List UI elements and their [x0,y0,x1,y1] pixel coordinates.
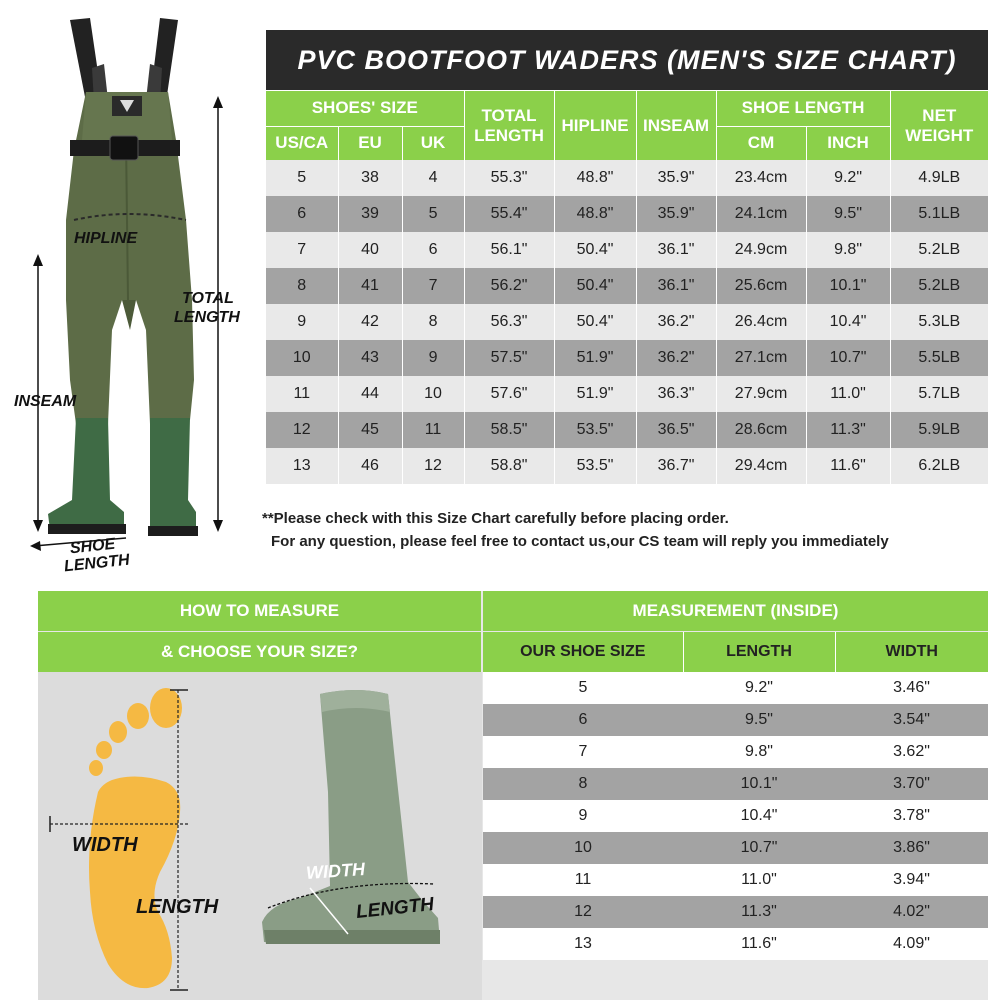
table-cell: 50.4" [554,232,636,268]
table-cell: 5 [483,672,683,704]
table-cell: 56.1" [464,232,554,268]
table-cell: 3.86" [835,832,988,864]
table-cell: 5 [402,196,464,232]
width-header: WIDTH [835,632,988,672]
shoes-size-header: SHOES' SIZE [266,91,464,126]
table-cell: 3.70" [835,768,988,800]
table-cell: 11.3" [806,412,890,448]
table-cell: 10.7" [683,832,835,864]
table-cell: 3.46" [835,672,988,704]
table-cell: 9.5" [806,196,890,232]
table-cell: 26.4cm [716,304,806,340]
table-cell: 11.3" [683,896,835,928]
table-cell: 10 [266,340,338,376]
table-cell: 3.94" [835,864,988,896]
table-cell: 36.3" [636,376,716,412]
table-cell: 12 [483,896,683,928]
table-cell: 6 [266,196,338,232]
table-row [266,340,988,376]
table-cell: 36.1" [636,268,716,304]
list-item [483,928,988,960]
length-header: LENGTH [683,632,835,672]
table-cell: 10.4" [683,800,835,832]
table-cell: 4.02" [835,896,988,928]
table-cell: 36.1" [636,232,716,268]
list-item [483,896,988,928]
table-cell: 8 [402,304,464,340]
cm-header: CM [716,126,806,160]
table-cell: 39 [338,196,402,232]
table-cell: 10.7" [806,340,890,376]
table-cell: 6 [402,232,464,268]
eu-header: EU [338,126,402,160]
table-cell: 27.1cm [716,340,806,376]
list-item [483,800,988,832]
table-cell: 6 [483,704,683,736]
size-chart-body [266,160,988,484]
list-item [483,864,988,896]
table-cell: 42 [338,304,402,340]
total-length-header: TOTAL LENGTH [464,91,554,160]
hipline-label: HIPLINE [74,230,138,247]
us-ca-header: US/CA [266,126,338,160]
table-cell: 36.2" [636,304,716,340]
table-cell: 5.2LB [890,268,988,304]
table-cell: 5.2LB [890,232,988,268]
table-row [266,412,988,448]
total-label: TOTAL [182,290,234,307]
table-cell: 9.2" [806,160,890,196]
table-cell: 55.3" [464,160,554,196]
table-cell: 9.8" [683,736,835,768]
table-row [266,268,988,304]
table-cell: 9.5" [683,704,835,736]
our-shoe-size-header: OUR SHOE SIZE [483,632,683,672]
table-cell: 24.1cm [716,196,806,232]
table-cell: 11.0" [806,376,890,412]
table-cell: 10 [483,832,683,864]
table-cell: 10.1" [683,768,835,800]
chart-title: PVC BOOTFOOT WADERS (MEN'S SIZE CHART) [266,30,988,90]
shoe-length-label: LENGTH [63,551,131,576]
table-cell: 11 [483,864,683,896]
table-row [266,232,988,268]
table-cell: 36.5" [636,412,716,448]
table-cell: 44 [338,376,402,412]
table-row [266,196,988,232]
table-cell: 38 [338,160,402,196]
net-weight-header: NET WEIGHT [890,91,988,160]
table-cell: 27.9cm [716,376,806,412]
table-cell: 58.5" [464,412,554,448]
table-cell: 57.5" [464,340,554,376]
table-cell: 3.62" [835,736,988,768]
table-cell: 29.4cm [716,448,806,484]
table-cell: 36.2" [636,340,716,376]
inseam-label: INSEAM [14,393,77,410]
inch-header: INCH [806,126,890,160]
table-cell: 7 [266,232,338,268]
table-cell: 51.9" [554,340,636,376]
table-cell: 10.4" [806,304,890,340]
table-cell: 8 [483,768,683,800]
wader-illustration [0,0,262,590]
table-cell: 40 [338,232,402,268]
table-row [266,448,988,484]
foot-length-label: LENGTH [136,896,219,918]
table-cell: 35.9" [636,160,716,196]
table-cell: 53.5" [554,448,636,484]
hipline-header: HIPLINE [554,91,636,160]
table-cell: 3.54" [835,704,988,736]
measurement-inside-header: MEASUREMENT (INSIDE) [483,591,988,631]
table-cell: 5.5LB [890,340,988,376]
table-cell: 58.8" [464,448,554,484]
measurement-body [483,672,988,960]
note-line-2: For any question, please feel free to contact us,our CS team will reply you immediately [271,533,889,550]
boot-width-label: WIDTH [305,858,366,884]
table-cell: 8 [266,268,338,304]
table-cell: 11.0" [683,864,835,896]
table-cell: 4.9LB [890,160,988,196]
table-cell: 10 [402,376,464,412]
table-cell: 9.8" [806,232,890,268]
table-cell: 43 [338,340,402,376]
table-cell: 10.1" [806,268,890,304]
table-cell: 50.4" [554,268,636,304]
list-item [483,736,988,768]
total-length-label: LENGTH [174,309,240,326]
table-cell: 3.78" [835,800,988,832]
list-item [483,832,988,864]
table-cell: 9 [266,304,338,340]
table-cell: 23.4cm [716,160,806,196]
table-row [266,160,988,196]
table-cell: 6.2LB [890,448,988,484]
table-cell: 9.2" [683,672,835,704]
table-cell: 4 [402,160,464,196]
list-item [483,704,988,736]
table-cell: 50.4" [554,304,636,340]
table-cell: 41 [338,268,402,304]
table-cell: 7 [483,736,683,768]
table-cell: 5.7LB [890,376,988,412]
table-cell: 55.4" [464,196,554,232]
table-cell: 12 [402,448,464,484]
table-cell: 4.09" [835,928,988,960]
table-cell: 56.3" [464,304,554,340]
table-cell: 9 [483,800,683,832]
table-row [266,376,988,412]
table-cell: 11.6" [683,928,835,960]
table-cell: 11 [402,412,464,448]
table-row [266,304,988,340]
table-cell: 5.9LB [890,412,988,448]
table-cell: 5.1LB [890,196,988,232]
table-cell: 53.5" [554,412,636,448]
choose-size-header: & CHOOSE YOUR SIZE? [38,632,481,672]
table-cell: 36.7" [636,448,716,484]
table-cell: 48.8" [554,196,636,232]
size-chart-table [266,91,988,484]
table-cell: 28.6cm [716,412,806,448]
table-cell: 25.6cm [716,268,806,304]
inseam-header: INSEAM [636,91,716,160]
how-to-measure-header: HOW TO MEASURE [38,591,481,631]
table-cell: 11.6" [806,448,890,484]
table-cell: 12 [266,412,338,448]
uk-header: UK [402,126,464,160]
table-cell: 24.9cm [716,232,806,268]
table-cell: 5 [266,160,338,196]
measurement-table [483,632,988,960]
table-cell: 9 [402,340,464,376]
table-cell: 13 [266,448,338,484]
boot-length-label: LENGTH [355,893,435,924]
foot-width-label: WIDTH [72,834,138,856]
table-cell: 35.9" [636,196,716,232]
table-cell: 5.3LB [890,304,988,340]
table-cell: 13 [483,928,683,960]
note-line-1: **Please check with this Size Chart carefully before placing order. [262,510,729,527]
table-cell: 51.9" [554,376,636,412]
table-cell: 45 [338,412,402,448]
shoe-length-header: SHOE LENGTH [716,91,890,126]
shoe-label: SHOE [69,535,117,558]
table-cell: 7 [402,268,464,304]
table-cell: 48.8" [554,160,636,196]
table-cell: 11 [266,376,338,412]
list-item [483,672,988,704]
table-cell: 57.6" [464,376,554,412]
list-item [483,768,988,800]
table-cell: 46 [338,448,402,484]
table-cell: 56.2" [464,268,554,304]
